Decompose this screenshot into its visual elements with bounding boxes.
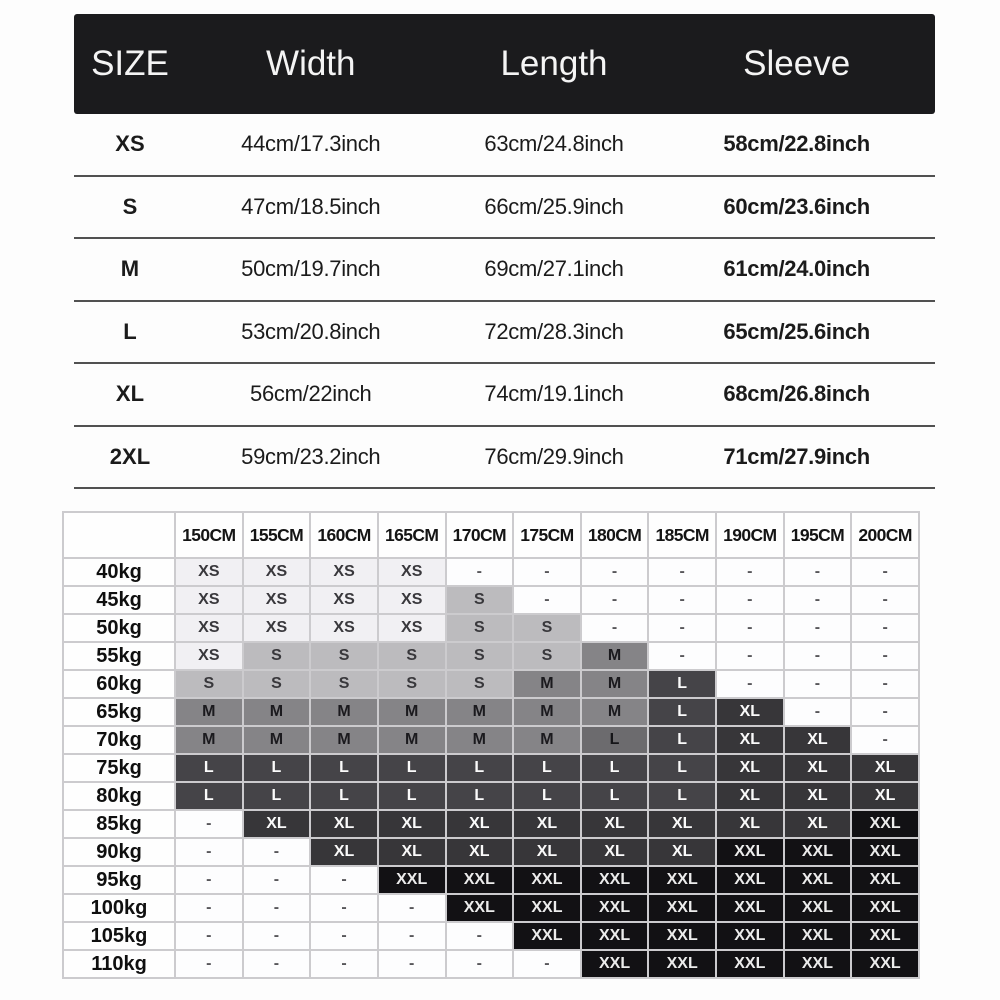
matrix-cell: -	[716, 670, 784, 698]
matrix-cell: S	[446, 586, 514, 614]
matrix-cell: -	[716, 586, 784, 614]
matrix-cell: -	[446, 950, 514, 978]
matrix-cell: XL	[716, 698, 784, 726]
weight-label: 85kg	[63, 810, 175, 838]
matrix-cell: -	[310, 950, 378, 978]
weight-label: 75kg	[63, 754, 175, 782]
sleeve-value: 58cm/22.8inch	[723, 131, 870, 157]
matrix-cell: M	[378, 726, 446, 754]
matrix-cell: XXL	[851, 810, 919, 838]
size-label: XL	[115, 381, 145, 407]
matrix-cell: L	[243, 754, 311, 782]
matrix-cell: -	[851, 642, 919, 670]
matrix-cell: XL	[378, 838, 446, 866]
matrix-cell: XL	[716, 782, 784, 810]
matrix-cell: XXL	[784, 894, 852, 922]
matrix-cell: -	[175, 950, 243, 978]
matrix-cell: L	[648, 670, 716, 698]
matrix-cell: XL	[851, 782, 919, 810]
matrix-cell: -	[175, 838, 243, 866]
matrix-cell: XL	[716, 754, 784, 782]
width-value: 53cm/20.8inch	[241, 318, 381, 344]
matrix-cell: XXL	[648, 922, 716, 950]
height-header: 175CM	[513, 512, 581, 558]
length-value: 63cm/24.8inch	[484, 131, 624, 157]
matrix-cell: -	[716, 558, 784, 586]
weight-label: 55kg	[63, 642, 175, 670]
matrix-cell: M	[446, 698, 514, 726]
matrix-cell: -	[243, 866, 311, 894]
width-value: 50cm/19.7inch	[241, 256, 381, 282]
matrix-cell: S	[446, 642, 514, 670]
matrix-cell: M	[243, 698, 311, 726]
matrix-cell: XS	[243, 558, 311, 586]
matrix-cell: -	[243, 838, 311, 866]
matrix-cell: -	[851, 586, 919, 614]
height-header: 160CM	[310, 512, 378, 558]
size-table-rows	[74, 114, 935, 489]
size-label: XS	[115, 131, 145, 157]
matrix-cell: -	[784, 642, 852, 670]
matrix-row	[63, 558, 919, 586]
matrix-row	[63, 642, 919, 670]
matrix-cell: XXL	[378, 866, 446, 894]
matrix-cell: -	[648, 614, 716, 642]
matrix-cell: -	[378, 894, 446, 922]
matrix-cell: XS	[175, 586, 243, 614]
matrix-cell: XS	[310, 558, 378, 586]
weight-label: 65kg	[63, 698, 175, 726]
matrix-cell: -	[784, 614, 852, 642]
matrix-cell: -	[310, 922, 378, 950]
matrix-row	[63, 838, 919, 866]
matrix-cell: XXL	[784, 838, 852, 866]
matrix-cell: XXL	[513, 866, 581, 894]
matrix-cell: L	[175, 754, 243, 782]
matrix-cell: XXL	[513, 922, 581, 950]
matrix-cell: XL	[513, 838, 581, 866]
matrix-cell: L	[648, 726, 716, 754]
matrix-cell: XXL	[648, 894, 716, 922]
matrix-cell: XS	[310, 586, 378, 614]
width-value: 44cm/17.3inch	[241, 131, 381, 157]
height-header: 150CM	[175, 512, 243, 558]
matrix-cell: L	[310, 754, 378, 782]
matrix-cell: XL	[310, 838, 378, 866]
weight-label: 95kg	[63, 866, 175, 894]
matrix-row	[63, 586, 919, 614]
size-label: M	[120, 256, 140, 282]
matrix-cell: -	[784, 586, 852, 614]
weight-label: 90kg	[63, 838, 175, 866]
matrix-cell: M	[175, 726, 243, 754]
matrix-row	[63, 866, 919, 894]
matrix-cell: XL	[446, 838, 514, 866]
matrix-cell: L	[513, 754, 581, 782]
sleeve-value: 65cm/25.6inch	[723, 318, 870, 344]
matrix-corner-cell	[63, 512, 175, 558]
weight-label: 110kg	[63, 950, 175, 978]
matrix-cell: XL	[581, 810, 649, 838]
weight-label: 45kg	[63, 586, 175, 614]
size-table-row	[74, 114, 935, 177]
length-value: 72cm/28.3inch	[484, 318, 624, 344]
header-sleeve-label: Sleeve	[743, 44, 851, 83]
matrix-cell: -	[310, 866, 378, 894]
length-value: 76cm/29.9inch	[484, 443, 624, 469]
matrix-cell: M	[581, 642, 649, 670]
matrix-cell: -	[581, 586, 649, 614]
matrix-cell: XS	[175, 614, 243, 642]
matrix-cell: M	[513, 726, 581, 754]
matrix-cell: -	[513, 950, 581, 978]
matrix-cell: S	[243, 642, 311, 670]
matrix-cell: M	[513, 670, 581, 698]
weight-label: 40kg	[63, 558, 175, 586]
matrix-cell: XS	[378, 614, 446, 642]
sleeve-value: 68cm/26.8inch	[723, 381, 870, 407]
matrix-cell: S	[310, 642, 378, 670]
matrix-cell: S	[446, 614, 514, 642]
size-table-row	[74, 427, 935, 490]
weight-label: 60kg	[63, 670, 175, 698]
matrix-row	[63, 698, 919, 726]
matrix-cell: XXL	[446, 894, 514, 922]
matrix-cell: L	[446, 754, 514, 782]
matrix-cell: XS	[378, 586, 446, 614]
matrix-cell: XXL	[581, 866, 649, 894]
matrix-header-row	[63, 512, 919, 558]
matrix-cell: -	[243, 922, 311, 950]
size-label: L	[123, 318, 137, 344]
matrix-cell: -	[648, 586, 716, 614]
matrix-cell: XS	[175, 558, 243, 586]
matrix-cell: XL	[648, 838, 716, 866]
matrix-cell: S	[378, 642, 446, 670]
matrix-cell: XL	[581, 838, 649, 866]
height-header: 170CM	[446, 512, 514, 558]
length-value: 66cm/25.9inch	[484, 193, 624, 219]
matrix-cell: XL	[243, 810, 311, 838]
sleeve-value: 60cm/23.6inch	[723, 193, 870, 219]
matrix-cell: XXL	[851, 894, 919, 922]
matrix-cell: -	[716, 614, 784, 642]
matrix-cell: -	[513, 586, 581, 614]
matrix-cell: L	[648, 782, 716, 810]
height-header: 155CM	[243, 512, 311, 558]
matrix-cell: XXL	[446, 866, 514, 894]
matrix-cell: S	[513, 642, 581, 670]
matrix-cell: L	[513, 782, 581, 810]
matrix-cell: XXL	[716, 838, 784, 866]
matrix-cell: XL	[446, 810, 514, 838]
height-header: 200CM	[851, 512, 919, 558]
matrix-cell: XXL	[513, 894, 581, 922]
matrix-cell: S	[446, 670, 514, 698]
weight-label: 105kg	[63, 922, 175, 950]
matrix-cell: XXL	[851, 950, 919, 978]
matrix-cell: -	[243, 894, 311, 922]
matrix-cell: M	[378, 698, 446, 726]
matrix-row	[63, 614, 919, 642]
size-table-row	[74, 364, 935, 427]
matrix-cell: S	[243, 670, 311, 698]
matrix-cell: XXL	[716, 950, 784, 978]
matrix-cell: M	[310, 698, 378, 726]
size-label: 2XL	[109, 443, 151, 469]
matrix-cell: -	[446, 558, 514, 586]
matrix-cell: XL	[716, 726, 784, 754]
matrix-row	[63, 894, 919, 922]
header-length-label: Length	[500, 44, 608, 83]
matrix-cell: L	[378, 754, 446, 782]
matrix-cell: -	[243, 950, 311, 978]
matrix-cell: XS	[243, 586, 311, 614]
matrix-cell: M	[175, 698, 243, 726]
matrix-cell: -	[784, 698, 852, 726]
matrix-cell: L	[175, 782, 243, 810]
matrix-cell: -	[784, 670, 852, 698]
weight-label: 100kg	[63, 894, 175, 922]
matrix-cell: XL	[310, 810, 378, 838]
height-weight-matrix	[62, 511, 920, 979]
size-table-header	[74, 14, 935, 114]
matrix-cell: -	[513, 558, 581, 586]
matrix-cell: -	[648, 642, 716, 670]
matrix-cell: XXL	[851, 838, 919, 866]
matrix-cell: XL	[378, 810, 446, 838]
weight-label: 50kg	[63, 614, 175, 642]
matrix-cell: -	[175, 810, 243, 838]
matrix-cell: -	[446, 922, 514, 950]
matrix-cell: -	[851, 698, 919, 726]
matrix-cell: M	[581, 670, 649, 698]
matrix-cell: L	[581, 726, 649, 754]
weight-label: 80kg	[63, 782, 175, 810]
matrix-cell: XXL	[716, 922, 784, 950]
size-label: S	[122, 193, 138, 219]
matrix-cell: XXL	[581, 950, 649, 978]
matrix-cell: L	[378, 782, 446, 810]
length-value: 69cm/27.1inch	[484, 256, 624, 282]
matrix-cell: XS	[175, 642, 243, 670]
matrix-row	[63, 782, 919, 810]
weight-label: 70kg	[63, 726, 175, 754]
matrix-cell: -	[581, 614, 649, 642]
matrix-cell: -	[310, 894, 378, 922]
matrix-cell: -	[851, 726, 919, 754]
matrix-cell: XL	[784, 754, 852, 782]
matrix-cell: XXL	[648, 866, 716, 894]
matrix-cell: -	[175, 922, 243, 950]
matrix-row	[63, 670, 919, 698]
matrix-cell: S	[378, 670, 446, 698]
size-table	[74, 14, 935, 489]
matrix-cell: L	[243, 782, 311, 810]
matrix-cell: L	[581, 754, 649, 782]
height-header: 185CM	[648, 512, 716, 558]
matrix-cell: M	[310, 726, 378, 754]
matrix-cell: XL	[851, 754, 919, 782]
size-table-row	[74, 239, 935, 302]
fit-matrix-table	[62, 511, 920, 979]
matrix-cell: M	[243, 726, 311, 754]
sleeve-value: 71cm/27.9inch	[723, 443, 870, 469]
matrix-cell: XXL	[581, 894, 649, 922]
matrix-cell: XL	[513, 810, 581, 838]
matrix-cell: XXL	[716, 894, 784, 922]
matrix-row	[63, 810, 919, 838]
matrix-cell: XS	[378, 558, 446, 586]
matrix-cell: L	[648, 754, 716, 782]
matrix-cell: XXL	[784, 922, 852, 950]
matrix-cell: -	[378, 922, 446, 950]
matrix-cell: XXL	[851, 866, 919, 894]
sleeve-value: 61cm/24.0inch	[723, 256, 870, 282]
header-width-label: Width	[266, 44, 356, 83]
matrix-cell: -	[378, 950, 446, 978]
width-value: 47cm/18.5inch	[241, 193, 381, 219]
matrix-cell: XXL	[581, 922, 649, 950]
matrix-cell: L	[310, 782, 378, 810]
matrix-cell: L	[648, 698, 716, 726]
matrix-cell: -	[851, 670, 919, 698]
header-size-label: SIZE	[91, 44, 169, 83]
matrix-cell: XS	[243, 614, 311, 642]
matrix-cell: XXL	[784, 866, 852, 894]
matrix-cell: M	[581, 698, 649, 726]
matrix-cell: -	[784, 558, 852, 586]
matrix-cell: L	[446, 782, 514, 810]
matrix-cell: XL	[784, 726, 852, 754]
matrix-cell: XXL	[716, 866, 784, 894]
matrix-cell: -	[716, 642, 784, 670]
matrix-cell: XL	[784, 810, 852, 838]
matrix-cell: S	[310, 670, 378, 698]
length-value: 74cm/19.1inch	[484, 381, 624, 407]
matrix-cell: -	[175, 894, 243, 922]
height-header: 165CM	[378, 512, 446, 558]
size-table-row	[74, 177, 935, 240]
matrix-cell: -	[581, 558, 649, 586]
matrix-cell: XL	[716, 810, 784, 838]
height-header: 180CM	[581, 512, 649, 558]
matrix-cell: XL	[648, 810, 716, 838]
width-value: 59cm/23.2inch	[241, 443, 381, 469]
matrix-cell: XXL	[648, 950, 716, 978]
height-header: 195CM	[784, 512, 852, 558]
matrix-cell: S	[513, 614, 581, 642]
matrix-cell: XL	[784, 782, 852, 810]
matrix-cell: L	[581, 782, 649, 810]
height-header: 190CM	[716, 512, 784, 558]
matrix-cell: XS	[310, 614, 378, 642]
matrix-cell: M	[446, 726, 514, 754]
matrix-row	[63, 754, 919, 782]
matrix-cell: S	[175, 670, 243, 698]
matrix-row	[63, 922, 919, 950]
matrix-cell: XXL	[851, 922, 919, 950]
width-value: 56cm/22inch	[250, 381, 372, 407]
matrix-cell: -	[851, 558, 919, 586]
size-table-row	[74, 302, 935, 365]
matrix-cell: -	[648, 558, 716, 586]
matrix-cell: -	[851, 614, 919, 642]
matrix-cell: XXL	[784, 950, 852, 978]
matrix-cell: M	[513, 698, 581, 726]
matrix-row	[63, 950, 919, 978]
matrix-cell: -	[175, 866, 243, 894]
matrix-row	[63, 726, 919, 754]
